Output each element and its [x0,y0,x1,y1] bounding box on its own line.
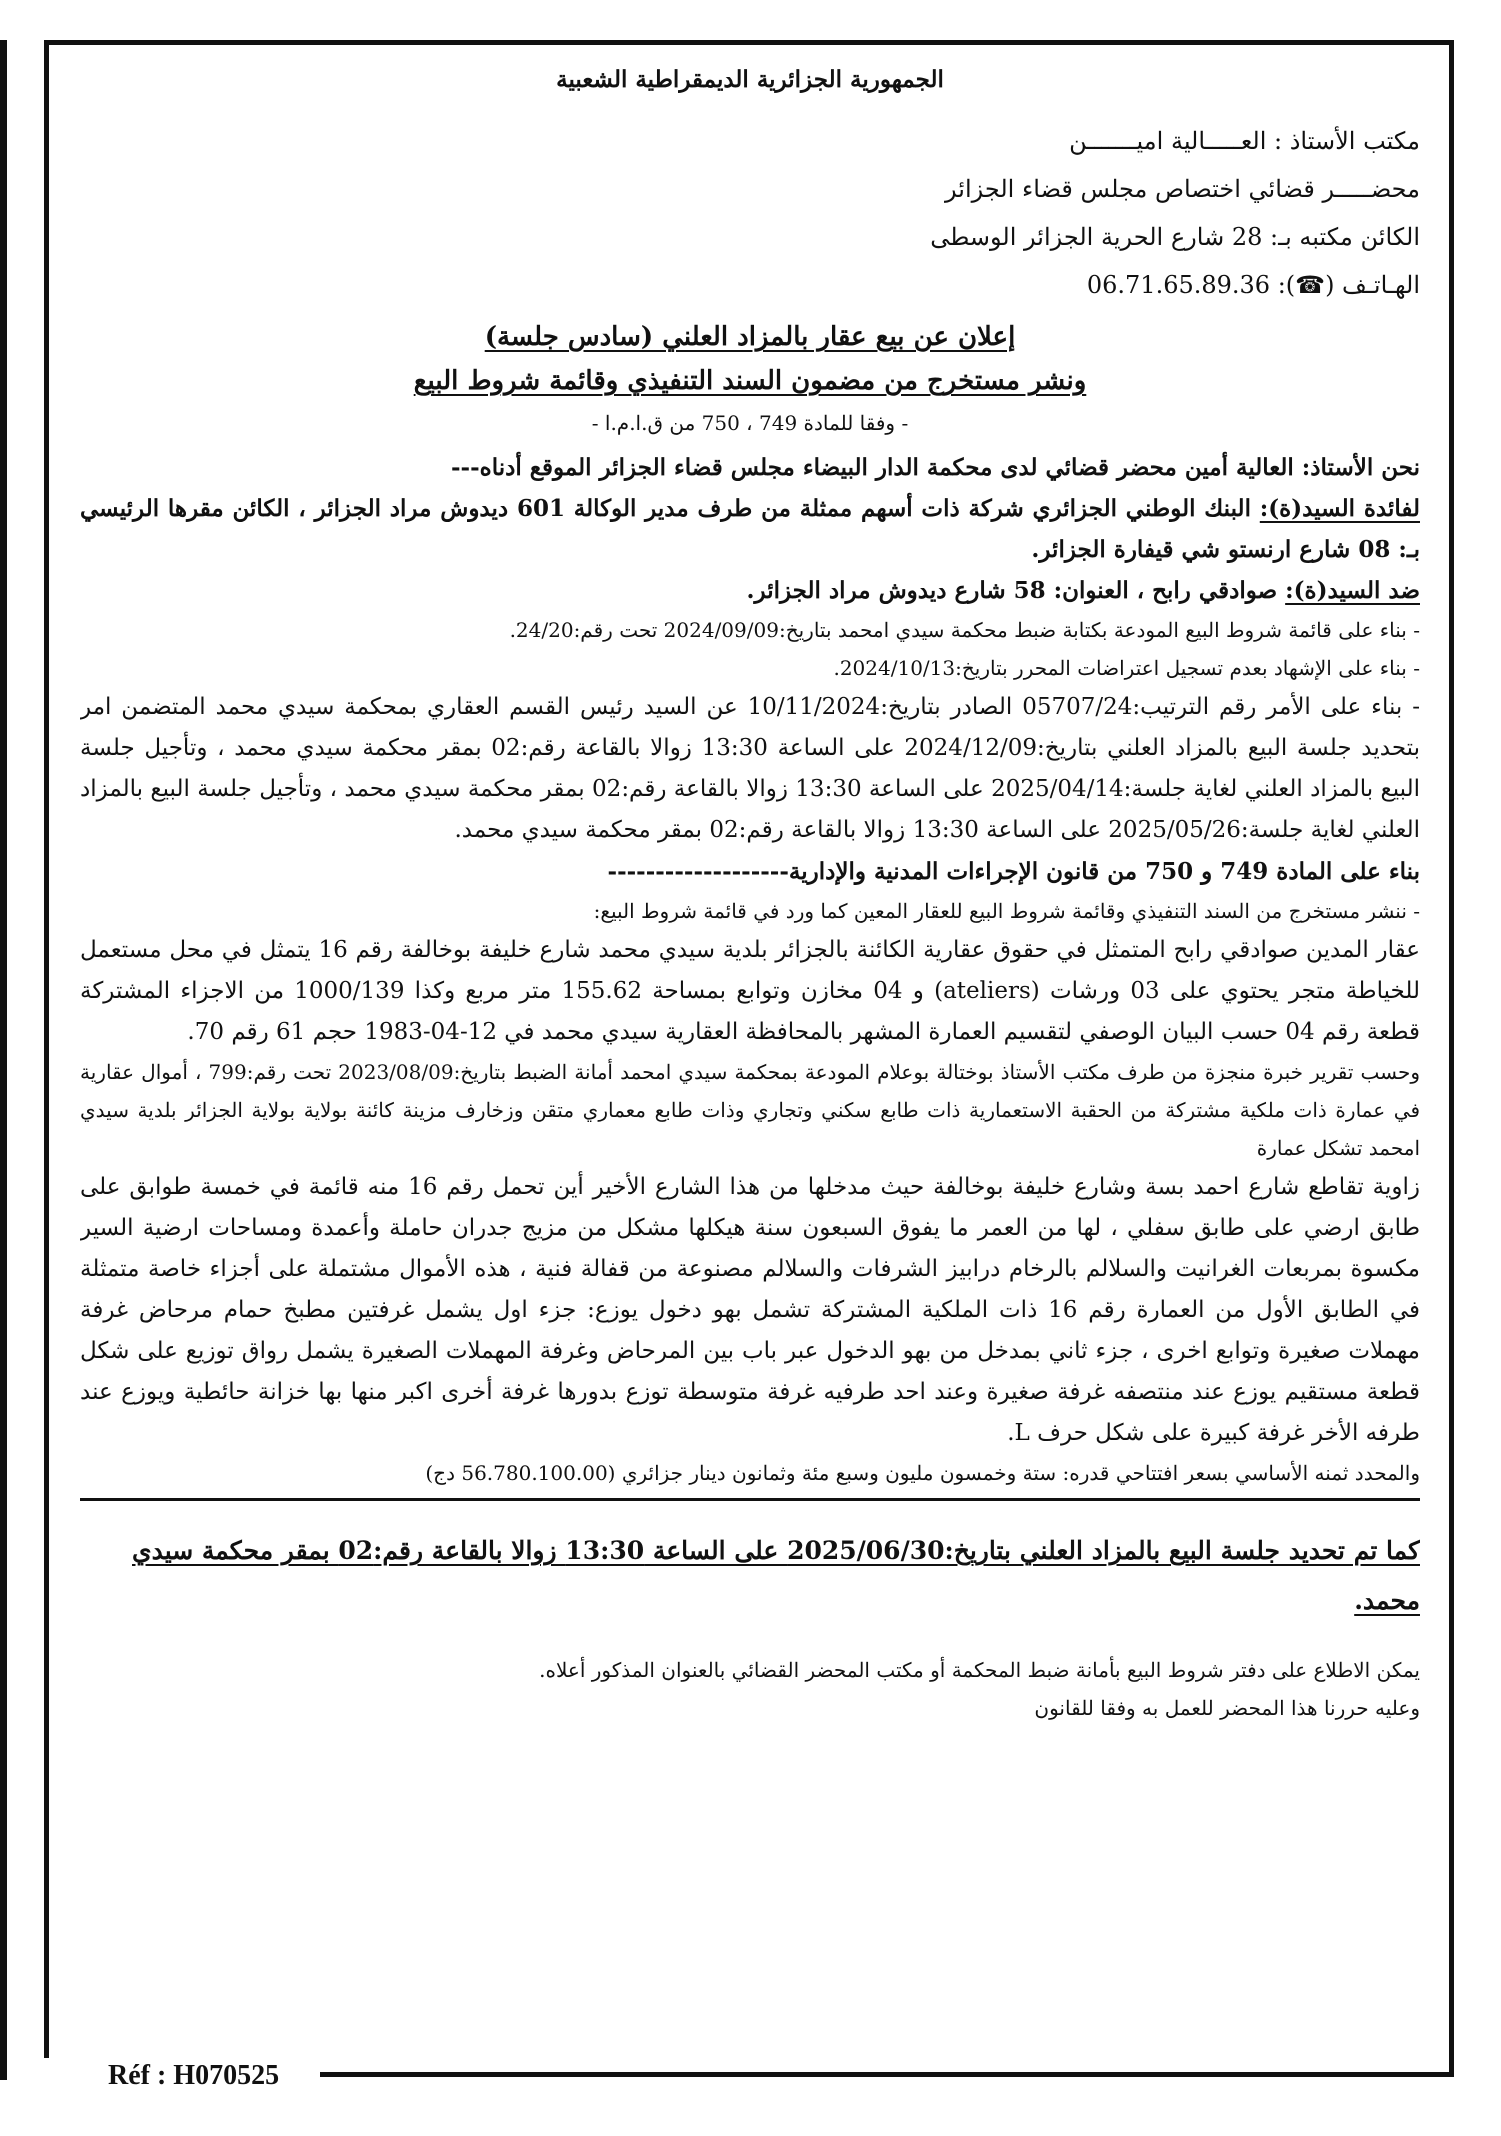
debtor-label: ضد السيد(ة): [1285,577,1420,604]
beneficiary-label: لفائدة السيد(ة): [1259,495,1420,522]
debtor-text: صوادقي رابح ، العنوان: 58 شارع ديدوش مراد الجزائر. [746,577,1278,604]
consultation-note: يمكن الاطلاع على دفتر شروط البيع بأمانة ضبط المحكمة أو مكتب المحضر القضائي بالعنوان المذكور أعلاه. [539,1658,1420,1682]
scan-edge [0,40,7,2080]
expert-report-intro: وحسب تقرير خبرة منجزة من طرف مكتب الأستاذ بوختالة بوعلام المودعة بمحكمة سيدي امحمد أمانة الضبط بتاريخ:2023/08/09 تحت رقم:799 ، أموال عقارية في عمارة ذات ملكية مشتركة من الحقبة الاستعمارية ذات طابع سكني وتجاري وذات طابع معماري متقن وزخارف مزينة كائنة بولاية بولاية الجزائر بلدية سيدي امحمد تشكل عمارة [80,1060,1420,1160]
notice-content [80,66,1420,2006]
closing-statement: وعليه حررنا هذا المحضر للعمل به وفقا للقانون [1034,1696,1420,1720]
bullet-conditions: - بناء على قائمة شروط البيع المودعة بكتابة ضبط محكمة سيدي امحمد بتاريخ:2024/09/09 تحت رقم:24/20. [509,618,1420,642]
address-line: الكائن مكتبه بـ: 28 شارع الحرية الجزائر الوسطى [930,223,1420,251]
legal-article-line: بناء على المادة 749 و 750 من قانون الإجراءات المدنية والإدارية------------------- [607,858,1420,885]
auction-session [80,1526,1420,1626]
reference-code: Réf : H070525 [8,2058,320,2094]
role-line: محضـــــر قضائي اختصاص مجلس قضاء الجزائر [945,175,1420,203]
title-line-2: ونشر مستخرج من مضمون السند التنفيذي وقائمة شروط البيع [413,366,1087,396]
starting-price: والمحدد ثمنه الأساسي بسعر افتتاحي قدره: ستة وخمسون مليون وسبع مئة وثمانون دينار جزائري (56.780.100.00 دج) [425,1461,1420,1485]
property-description: عقار المدين صوادقي رابح المتمثل في حقوق عقارية الكائنة بالجزائر بلدية سيدي محمد شارع خليفة بوخالفة رقم 16 يتمثل في محل مستعمل للخياطة متجر يحتوي على 03 ورشات (ateliers) و 04 مخازن وتوابع بمساحة 155.62 متر مربع وكذا 1000/139 من الاجزاء المشتركة قطعة رقم 04 حسب البيان الوصفي لتقسيم العمارة المشهر بالمحافظة العقارية سيدي محمد في 12-04-1983 حجم 61 رقم 70. [80,937,1420,1045]
bailiff-paragraph: نحن الأستاذ: العالية أمين محضر قضائي لدى محكمة الدار البيضاء مجلس قضاء الجزائر الموقع أدناه--- [451,454,1420,481]
notice-title [80,315,1420,359]
phone-line [80,261,1420,309]
phone-number: 06.71.65.89.36 [1086,271,1271,299]
publish-line: - ننشر مستخرج من السند التنفيذي وقائمة شروط البيع للعقار المعين كما ورد في قائمة شروط البيع: [593,899,1420,923]
legal-basis-line: - وفقا للمادة 749 ، 750 من ق.ا.م.ا - [591,411,909,435]
debtor-paragraph [80,570,1420,611]
title-line-1: إعلان عن بيع عقار بالمزاد العلني (سادس جلسة) [484,322,1016,352]
beneficiary-paragraph [80,488,1420,570]
country-heading: الجمهورية الجزائرية الديمقراطية الشعبية [556,66,944,93]
beneficiary-text: البنك الوطني الجزائري شركة ذات أسهم ممثلة من طرف مدير الوكالة 601 ديدوش مراد الجزائر ، الكائن مقرها الرئيسي بـ: 08 شارع ارنستو شي قيفارة الجزائر. [80,495,1420,563]
bullet-attestation: - بناء على الإشهاد بعدم تسجيل اعتراضات المحرر بتاريخ:2024/10/13. [833,656,1420,680]
expert-report-details: زاوية تقاطع شارع احمد بسة وشارع خليفة بوخالفة حيث مدخلها من هذا الشارع الأخير أين تحمل رقم 16 منه قائمة في خمسة طوابق على طابق ارضي على طابق سفلي ، لها من العمر ما يفوق السبعون سنة هيكلها مشكل من مزيج جدران حاملة وأعمدة ومساحات ارضية السير مكسوة بمربعات الغرانيت والسلالم بالرخام درابيز الشرفات والسلالم مصنوعة من قفالة فنية ، هذه الأموال مشتملة على أجزاء خاصة متمثلة في الطابق الأول من العمارة رقم 16 ذات الملكية المشتركة تشمل بهو دخول يوزع: جزء اول يشمل غرفتين مطبخ حمام مرحاض غرفة مهملات صغيرة وتوابع اخرى ، جزء ثاني بمدخل من بهو الدخول عبر باب بين المرحاض وغرفة المهملات الصغيرة يشمل رواق توزيع على شكل قطعة مستقيم يوزع عند منتصفه غرفة صغيرة وعند احد طرفيه غرفة متوسطة توزع بدورها غرفة أخرى اكبر منها بها خزانة حائطية ويوزع عند طرفه الأخر غرفة كبيرة على شكل حرف L. [80,1174,1420,1446]
notice-subtitle [80,359,1420,403]
phone-label: الهـاتـف (☎): [1277,271,1420,299]
separator-line [80,1498,1420,1501]
bullet-order: - بناء على الأمر رقم الترتيب:05707/24 الصادر بتاريخ:10/11/2024 عن السيد رئيس القسم العقاري بمحكمة سيدي محمد المتضمن امر بتحديد جلسة البيع بالمزاد العلني بتاريخ:2024/12/09 على الساعة 13:30 زوالا بالقاعة رقم:02 بمقر محكمة سيدي محمد ، وتأجيل جلسة البيع بالمزاد العلني لغاية جلسة:2025/04/14 على الساعة 13:30 زوالا بالقاعة رقم:02 بمقر محكمة سيدي محمد ، وتأجيل جلسة البيع بالمزاد العلني لغاية جلسة:2025/05/26 على الساعة 13:30 زوالا بالقاعة رقم:02 بمقر محكمة سيدي محمد. [80,694,1420,843]
auction-session-text: كما تم تحديد جلسة البيع بالمزاد العلني بتاريخ:2025/06/30 على الساعة 13:30 زوالا بالقاعة رقم:02 بمقر محكمة سيدي محمد. [132,1536,1420,1615]
office-line: مكتب الأستاذ : العـــــالية اميـــــــن [1069,127,1420,155]
